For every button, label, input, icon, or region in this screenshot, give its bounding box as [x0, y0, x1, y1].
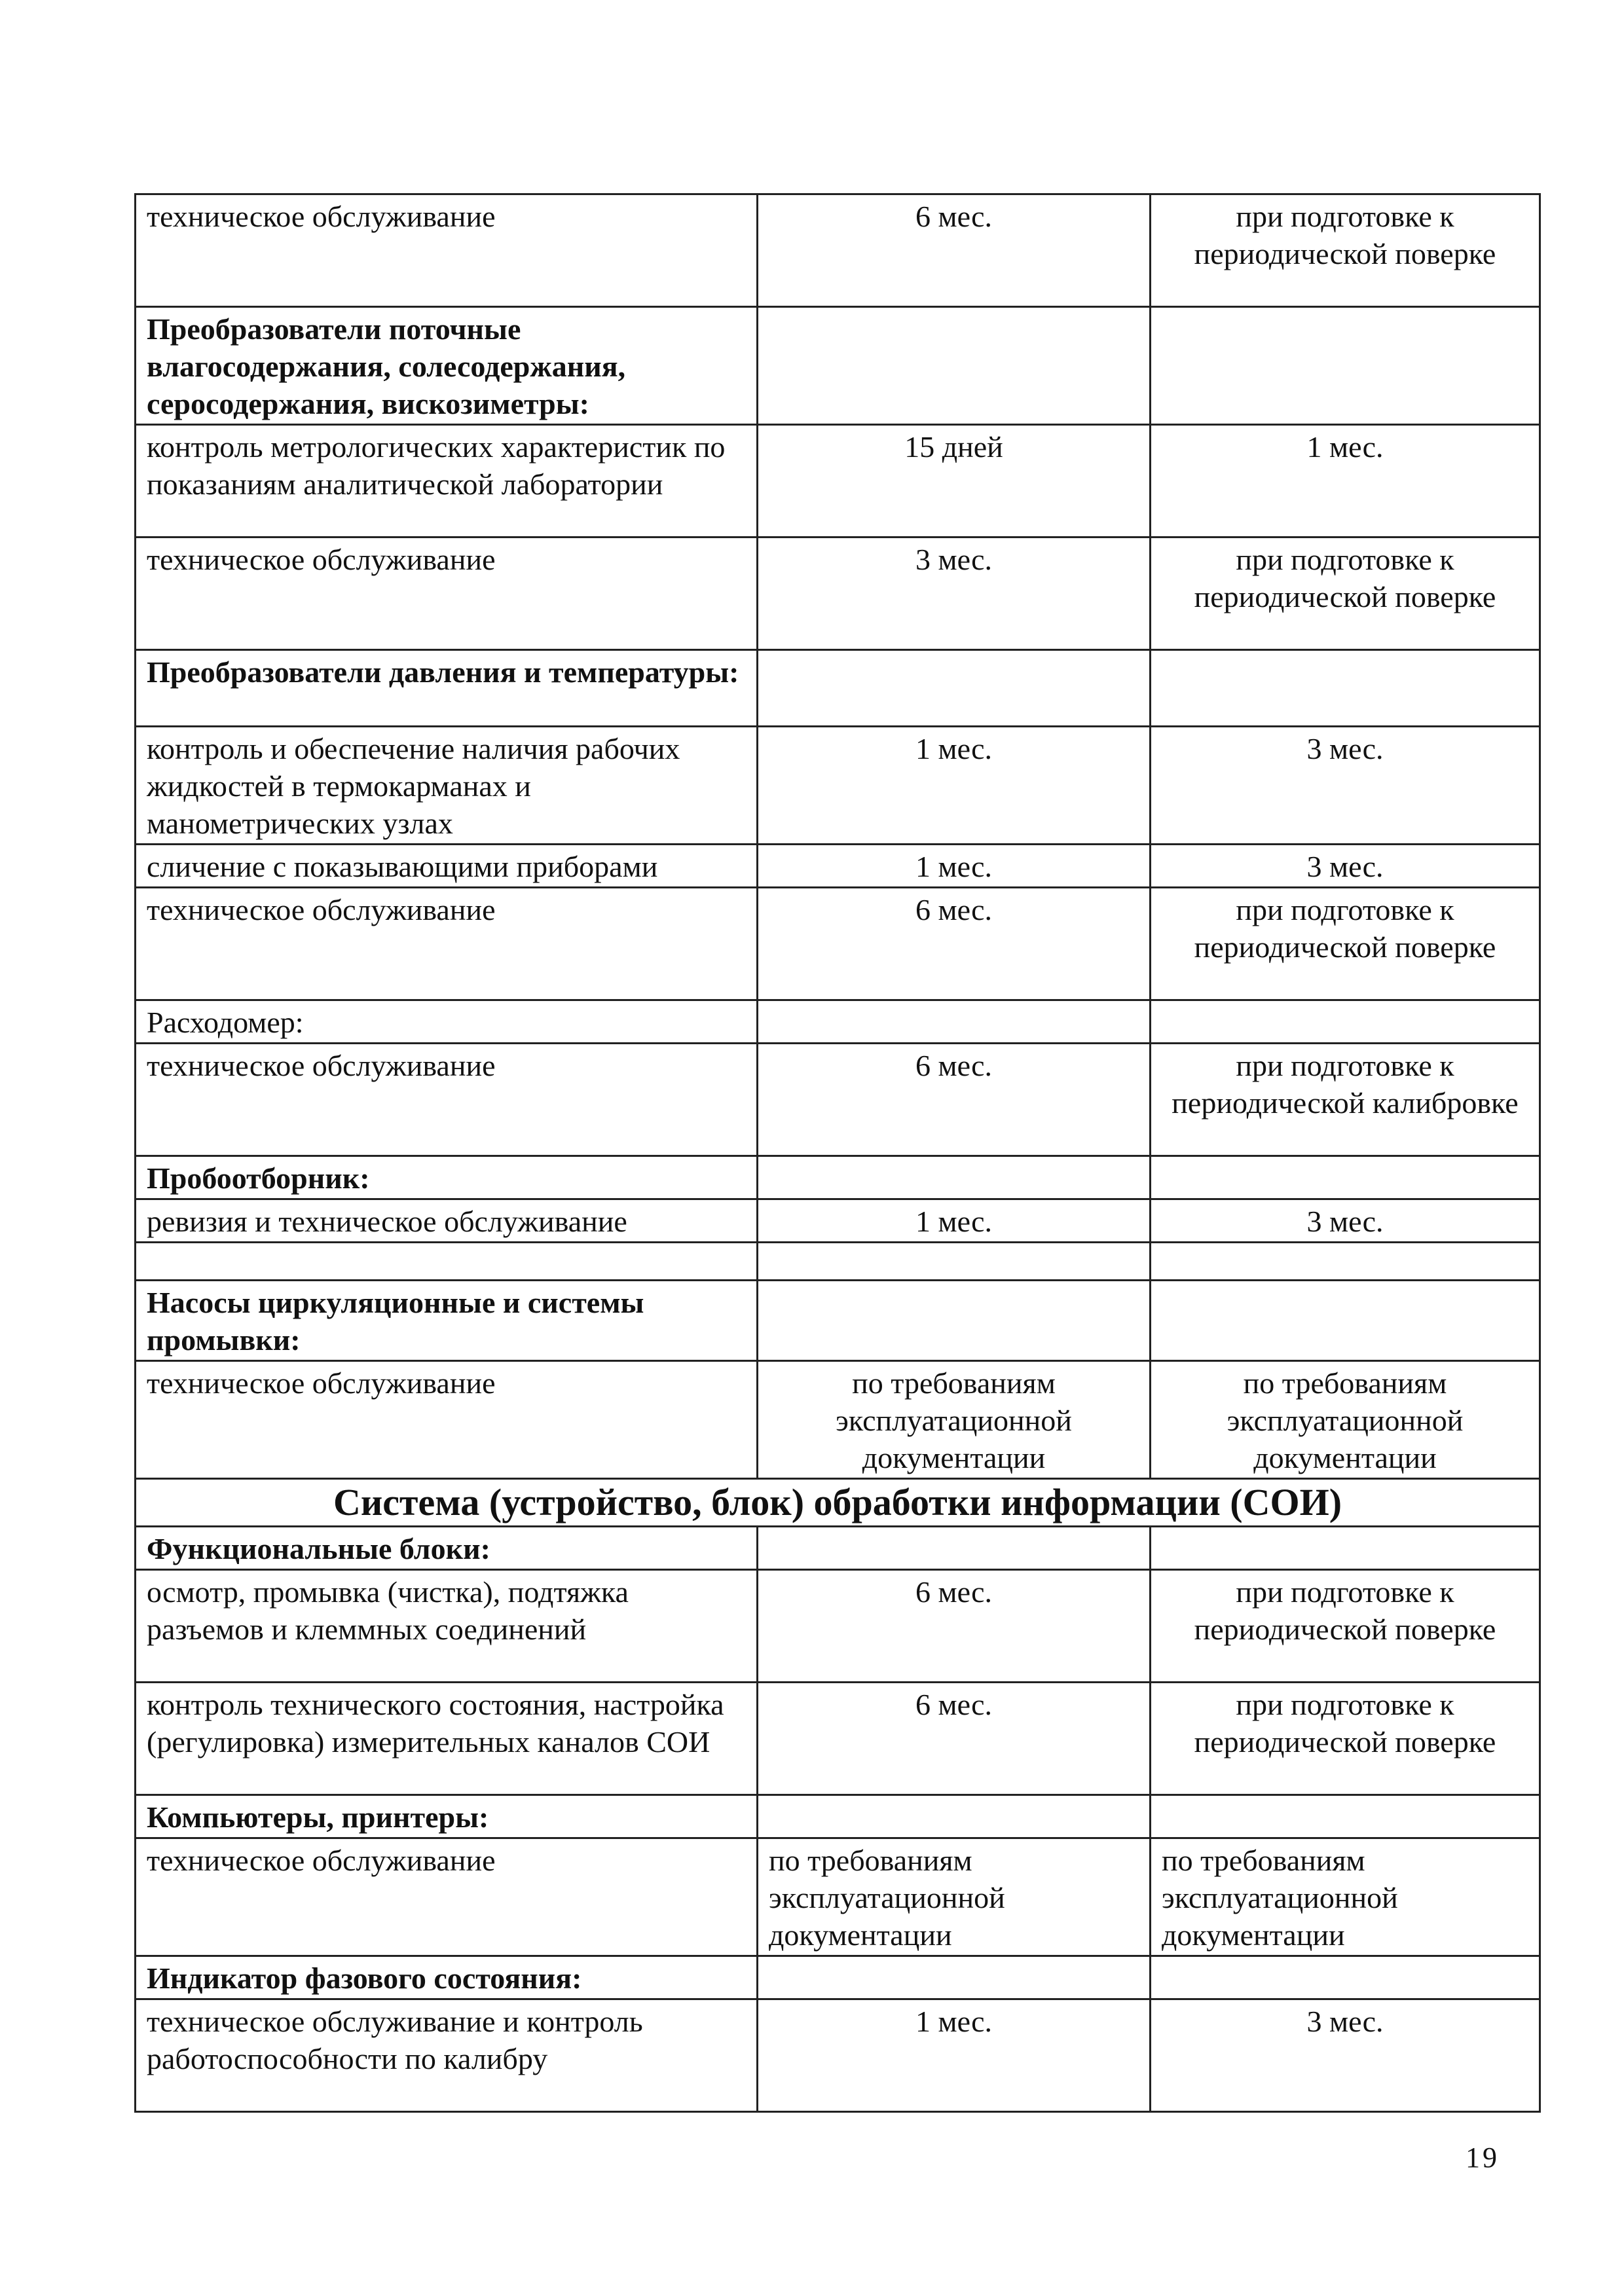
- task-cell: ревизия и техническое обслуживание: [136, 1199, 758, 1243]
- table-row: [136, 1683, 1540, 1795]
- category-cell: [136, 1243, 758, 1281]
- interval-cell: [758, 1956, 1151, 1999]
- interval-cell: [758, 307, 1151, 425]
- interval-cell: [758, 650, 1151, 727]
- interval-cell: по требованиям эксплуатационной документации: [758, 1361, 1151, 1479]
- interval-cell: 15 дней: [758, 425, 1151, 538]
- table-row: [136, 845, 1540, 888]
- table-row: [136, 1956, 1540, 1999]
- table-row: [136, 1795, 1540, 1838]
- task-cell: контроль метрологических характеристик по показаниям аналитической лаборатории: [136, 425, 758, 538]
- interval-cell: 6 мес.: [758, 1044, 1151, 1156]
- category-cell: Преобразователи поточные влагосодержания, солесодержания, серосодержания, вискозиметры:: [136, 307, 758, 425]
- verification-cell: при подготовке к периодической поверке: [1151, 194, 1540, 307]
- page-number: 19: [1466, 2141, 1500, 2174]
- table-row: [136, 538, 1540, 650]
- section-heading: Система (устройство, блок) обработки информации (СОИ): [136, 1479, 1540, 1527]
- table-row: [136, 1243, 1540, 1281]
- table-row: [136, 1000, 1540, 1044]
- verification-cell: 3 мес.: [1151, 845, 1540, 888]
- verification-cell: 3 мес.: [1151, 1199, 1540, 1243]
- table-row: [136, 1156, 1540, 1199]
- verification-cell: [1151, 307, 1540, 425]
- verification-cell: при подготовке к периодической поверке: [1151, 538, 1540, 650]
- verification-cell: [1151, 650, 1540, 727]
- table-row: [136, 1479, 1540, 1527]
- verification-cell: при подготовке к периодической калибровке: [1151, 1044, 1540, 1156]
- task-cell: техническое обслуживание: [136, 1044, 758, 1156]
- task-cell: техническое обслуживание: [136, 538, 758, 650]
- table-row: [136, 1361, 1540, 1479]
- verification-cell: при подготовке к периодической поверке: [1151, 1570, 1540, 1683]
- task-cell: контроль технического состояния, настройка (регулировка) измерительных каналов СОИ: [136, 1683, 758, 1795]
- interval-cell: 6 мес.: [758, 888, 1151, 1000]
- category-cell: Пробоотборник:: [136, 1156, 758, 1199]
- category-cell: Функциональные блоки:: [136, 1527, 758, 1570]
- verification-cell: [1151, 1156, 1540, 1199]
- task-cell: техническое обслуживание: [136, 194, 758, 307]
- table-row: [136, 727, 1540, 845]
- task-cell: техническое обслуживание: [136, 888, 758, 1000]
- verification-cell: 3 мес.: [1151, 1999, 1540, 2112]
- interval-cell: 1 мес.: [758, 845, 1151, 888]
- verification-cell: при подготовке к периодической поверке: [1151, 1683, 1540, 1795]
- task-cell: сличение с показывающими приборами: [136, 845, 758, 888]
- table-row: [136, 1570, 1540, 1683]
- table-body: [136, 194, 1540, 2112]
- verification-cell: [1151, 1795, 1540, 1838]
- category-cell: Насосы циркуляционные и системы промывки:: [136, 1281, 758, 1361]
- table-row: [136, 1838, 1540, 1956]
- verification-cell: [1151, 1243, 1540, 1281]
- interval-cell: 1 мес.: [758, 727, 1151, 845]
- verification-cell: при подготовке к периодической поверке: [1151, 888, 1540, 1000]
- interval-cell: по требованиям эксплуатационной документации: [758, 1838, 1151, 1956]
- interval-cell: 1 мес.: [758, 1999, 1151, 2112]
- task-cell: техническое обслуживание: [136, 1838, 758, 1956]
- interval-cell: [758, 1243, 1151, 1281]
- table-row: [136, 307, 1540, 425]
- interval-cell: [758, 1527, 1151, 1570]
- table-row: [136, 1281, 1540, 1361]
- table-row: [136, 888, 1540, 1000]
- task-cell: техническое обслуживание и контроль работоспособности по калибру: [136, 1999, 758, 2112]
- verification-cell: по требованиям эксплуатационной документации: [1151, 1361, 1540, 1479]
- task-cell: осмотр, промывка (чистка), подтяжка разъемов и клеммных соединений: [136, 1570, 758, 1683]
- verification-cell: [1151, 1000, 1540, 1044]
- interval-cell: 6 мес.: [758, 1683, 1151, 1795]
- interval-cell: [758, 1000, 1151, 1044]
- verification-cell: [1151, 1281, 1540, 1361]
- verification-cell: [1151, 1956, 1540, 1999]
- table-row: [136, 650, 1540, 727]
- task-cell: контроль и обеспечение наличия рабочих жидкостей в термокарманах и манометрических узлах: [136, 727, 758, 845]
- interval-cell: [758, 1156, 1151, 1199]
- table-row: [136, 425, 1540, 538]
- category-cell: Расходомер:: [136, 1000, 758, 1044]
- table-row: [136, 1044, 1540, 1156]
- interval-cell: 6 мес.: [758, 194, 1151, 307]
- interval-cell: 6 мес.: [758, 1570, 1151, 1683]
- verification-cell: [1151, 1527, 1540, 1570]
- category-cell: Компьютеры, принтеры:: [136, 1795, 758, 1838]
- interval-cell: 1 мес.: [758, 1199, 1151, 1243]
- task-cell: техническое обслуживание: [136, 1361, 758, 1479]
- table-row: [136, 1999, 1540, 2112]
- table-row: [136, 1199, 1540, 1243]
- verification-cell: 1 мес.: [1151, 425, 1540, 538]
- interval-cell: [758, 1281, 1151, 1361]
- table-row: [136, 194, 1540, 307]
- category-cell: Индикатор фазового состояния:: [136, 1956, 758, 1999]
- maintenance-schedule-table: [134, 193, 1541, 2113]
- verification-cell: 3 мес.: [1151, 727, 1540, 845]
- verification-cell: по требованиям эксплуатационной документации: [1151, 1838, 1540, 1956]
- interval-cell: [758, 1795, 1151, 1838]
- table-row: [136, 1527, 1540, 1570]
- category-cell: Преобразователи давления и температуры:: [136, 650, 758, 727]
- interval-cell: 3 мес.: [758, 538, 1151, 650]
